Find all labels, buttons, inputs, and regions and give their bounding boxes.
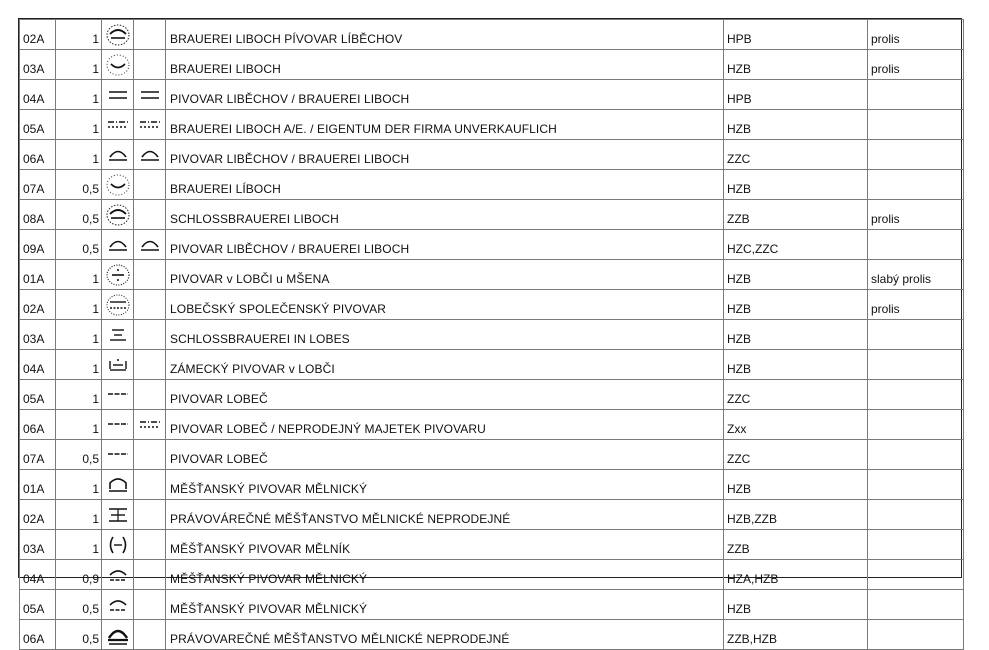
row-note: prolis (868, 290, 964, 320)
row-brewery-name: SCHLOSSBRAUEREI LIBOCH (166, 200, 724, 230)
row-note (868, 350, 964, 380)
row-type-code: ZZC (724, 140, 868, 170)
row-note: prolis (868, 50, 964, 80)
row-stamp-icon-primary (102, 260, 134, 290)
table-row (20, 20, 964, 50)
row-brewery-name: SCHLOSSBRAUEREI IN LOBES (166, 320, 724, 350)
row-stamp-icon-primary (102, 440, 134, 470)
table-row (20, 260, 964, 290)
row-brewery-name: PIVOVAR LOBEČ / NEPRODEJNÝ MAJETEK PIVOVARU (166, 410, 724, 440)
table-body (20, 20, 964, 650)
row-stamp-icon-primary (102, 290, 134, 320)
table-row (20, 500, 964, 530)
row-stamp-icon-secondary (134, 140, 166, 170)
row-quantity: 1 (56, 350, 102, 380)
row-stamp-icon-primary (102, 50, 134, 80)
row-note (868, 230, 964, 260)
row-stamp-icon-secondary (134, 170, 166, 200)
row-brewery-name: MĚŠŤANSKÝ PIVOVAR MĚLNICKÝ (166, 590, 724, 620)
stamp-oval-dotted-smile-icon (104, 173, 132, 197)
catalog-sheet (18, 18, 962, 646)
row-code: 06A (20, 140, 56, 170)
row-type-code: HZB (724, 350, 868, 380)
row-type-code: HZB (724, 470, 868, 500)
row-type-code: ZZB (724, 200, 868, 230)
row-brewery-name: PIVOVAR v LOBČI u MŠENA (166, 260, 724, 290)
row-code: 01A (20, 260, 56, 290)
row-quantity: 1 (56, 470, 102, 500)
row-stamp-icon-primary (102, 590, 134, 620)
row-code: 02A (20, 500, 56, 530)
row-quantity: 1 (56, 410, 102, 440)
row-quantity: 1 (56, 320, 102, 350)
row-stamp-icon-secondary (134, 380, 166, 410)
row-code: 06A (20, 410, 56, 440)
row-stamp-icon-secondary (134, 230, 166, 260)
row-quantity: 1 (56, 380, 102, 410)
row-code: 01A (20, 470, 56, 500)
row-note (868, 110, 964, 140)
row-stamp-icon-secondary (134, 560, 166, 590)
row-code: 03A (20, 50, 56, 80)
stamp-arc-line-icon (136, 233, 164, 257)
stamp-bracket-center-icon (104, 353, 132, 377)
stamp-arc-dash-icon (104, 593, 132, 617)
row-note (868, 380, 964, 410)
row-type-code: HPB (724, 20, 868, 50)
table-row (20, 470, 964, 500)
table-row (20, 80, 964, 110)
row-brewery-name: PIVOVAR LOBEČ (166, 380, 724, 410)
row-stamp-icon-secondary (134, 200, 166, 230)
row-stamp-icon-primary (102, 200, 134, 230)
row-stamp-icon-secondary (134, 320, 166, 350)
row-stamp-icon-primary (102, 470, 134, 500)
row-type-code: HZB (724, 320, 868, 350)
row-quantity: 0,5 (56, 440, 102, 470)
stamp-catalog-table (19, 19, 964, 650)
row-note (868, 320, 964, 350)
row-stamp-icon-primary (102, 350, 134, 380)
row-note (868, 140, 964, 170)
row-stamp-icon-primary (102, 410, 134, 440)
stamp-arc-line-icon (136, 143, 164, 167)
row-code: 06A (20, 620, 56, 650)
row-quantity: 1 (56, 20, 102, 50)
table-row (20, 110, 964, 140)
row-note (868, 560, 964, 590)
row-quantity: 1 (56, 260, 102, 290)
row-code: 03A (20, 320, 56, 350)
row-stamp-icon-secondary (134, 20, 166, 50)
row-quantity: 1 (56, 140, 102, 170)
row-stamp-icon-secondary (134, 290, 166, 320)
row-brewery-name: PIVOVAR LIBĚCHOV / BRAUEREI LIBOCH (166, 140, 724, 170)
row-stamp-icon-primary (102, 170, 134, 200)
row-note (868, 470, 964, 500)
row-note (868, 590, 964, 620)
row-stamp-icon-secondary (134, 620, 166, 650)
table-row (20, 290, 964, 320)
table-row (20, 560, 964, 590)
row-note: prolis (868, 200, 964, 230)
row-brewery-name: BRAUEREI LÍBOCH (166, 170, 724, 200)
row-brewery-name: BRAUEREI LIBOCH A/E. / EIGENTUM DER FIRMA UNVERKAUFLICH (166, 110, 724, 140)
row-quantity: 0,9 (56, 560, 102, 590)
row-quantity: 0,5 (56, 620, 102, 650)
stamp-oval-dashed-arc-icon (104, 23, 132, 47)
row-stamp-icon-primary (102, 140, 134, 170)
row-stamp-icon-primary (102, 230, 134, 260)
row-quantity: 1 (56, 80, 102, 110)
row-code: 05A (20, 380, 56, 410)
stamp-arc-dash-icon (104, 563, 132, 587)
row-type-code: ZZC (724, 380, 868, 410)
row-quantity: 1 (56, 290, 102, 320)
row-note (868, 440, 964, 470)
table-row (20, 350, 964, 380)
row-stamp-icon-secondary (134, 590, 166, 620)
row-stamp-icon-secondary (134, 80, 166, 110)
row-stamp-icon-secondary (134, 440, 166, 470)
stamp-dash-dot-lines-icon (136, 413, 164, 437)
row-stamp-icon-primary (102, 20, 134, 50)
row-stamp-icon-primary (102, 620, 134, 650)
row-brewery-name: PIVOVAR LIBĚCHOV / BRAUEREI LIBOCH (166, 80, 724, 110)
row-type-code: HZB (724, 590, 868, 620)
row-stamp-icon-secondary (134, 410, 166, 440)
table-row (20, 440, 964, 470)
row-quantity: 0,5 (56, 230, 102, 260)
row-stamp-icon-secondary (134, 260, 166, 290)
row-type-code: HZB (724, 50, 868, 80)
row-note (868, 80, 964, 110)
row-code: 07A (20, 170, 56, 200)
row-type-code: ZZB,HZB (724, 620, 868, 650)
row-type-code: Zxx (724, 410, 868, 440)
stamp-bars-icon (104, 503, 132, 527)
row-code: 02A (20, 20, 56, 50)
row-code: 09A (20, 230, 56, 260)
row-stamp-icon-primary (102, 80, 134, 110)
row-brewery-name: PIVOVAR LIBĚCHOV / BRAUEREI LIBOCH (166, 230, 724, 260)
row-stamp-icon-secondary (134, 530, 166, 560)
row-code: 08A (20, 200, 56, 230)
row-quantity: 0,5 (56, 590, 102, 620)
stamp-dash-dot-lines-icon (136, 113, 164, 137)
table-row (20, 380, 964, 410)
row-note (868, 530, 964, 560)
row-stamp-icon-primary (102, 500, 134, 530)
table-row (20, 620, 964, 650)
stamp-dash-center-icon (104, 323, 132, 347)
stamp-oval-dotted-center-icon (104, 263, 132, 287)
stamp-parens-icon (104, 533, 132, 557)
row-brewery-name: PRÁVOVAREČNÉ MĚŠŤANSTVO MĚLNICKÉ NEPRODEJNÉ (166, 620, 724, 650)
stamp-double-line-icon (136, 83, 164, 107)
row-note (868, 170, 964, 200)
row-brewery-name: LOBEČSKÝ SPOLEČENSKÝ PIVOVAR (166, 290, 724, 320)
row-stamp-icon-secondary (134, 50, 166, 80)
row-quantity: 0,5 (56, 200, 102, 230)
table-row (20, 170, 964, 200)
stamp-oval-dotted-smile-icon (104, 53, 132, 77)
row-brewery-name: MĚŠŤANSKÝ PIVOVAR MĚLNICKÝ (166, 560, 724, 590)
row-note (868, 410, 964, 440)
table-row (20, 530, 964, 560)
stamp-oval-dotted-lines-icon (104, 293, 132, 317)
row-brewery-name: BRAUEREI LIBOCH PÍVOVAR LÍBĚCHOV (166, 20, 724, 50)
row-stamp-icon-primary (102, 380, 134, 410)
table-row (20, 200, 964, 230)
row-stamp-icon-secondary (134, 110, 166, 140)
row-code: 05A (20, 110, 56, 140)
table-row (20, 410, 964, 440)
table-row (20, 320, 964, 350)
row-code: 02A (20, 290, 56, 320)
row-quantity: 1 (56, 50, 102, 80)
row-type-code: HZB (724, 110, 868, 140)
row-code: 03A (20, 530, 56, 560)
stamp-oval-dashed-arc-icon (104, 203, 132, 227)
table-row (20, 230, 964, 260)
row-note: prolis (868, 20, 964, 50)
row-type-code: HZB (724, 170, 868, 200)
stamp-single-line-icon (104, 413, 132, 437)
row-code: 05A (20, 590, 56, 620)
row-quantity: 0,5 (56, 170, 102, 200)
row-type-code: HPB (724, 80, 868, 110)
row-stamp-icon-primary (102, 560, 134, 590)
row-note: slabý prolis (868, 260, 964, 290)
stamp-arc-bracket-icon (104, 473, 132, 497)
row-code: 04A (20, 560, 56, 590)
table-row (20, 140, 964, 170)
row-type-code: ZZB (724, 530, 868, 560)
row-stamp-icon-secondary (134, 470, 166, 500)
row-brewery-name: PRÁVOVÁREČNÉ MĚŠŤANSTVO MĚLNICKÉ NEPRODEJNÉ (166, 500, 724, 530)
row-type-code: HZB (724, 290, 868, 320)
row-brewery-name: MĚŠŤANSKÝ PIVOVAR MĚLNICKÝ (166, 470, 724, 500)
row-stamp-icon-secondary (134, 350, 166, 380)
row-type-code: HZC,ZZC (724, 230, 868, 260)
stamp-arc-line-icon (104, 233, 132, 257)
row-brewery-name: ZÁMECKÝ PIVOVAR v LOBČI (166, 350, 724, 380)
row-stamp-icon-secondary (134, 500, 166, 530)
row-stamp-icon-primary (102, 530, 134, 560)
stamp-single-line-icon (104, 443, 132, 467)
stamp-arc-line-icon (104, 143, 132, 167)
row-type-code: HZA,HZB (724, 560, 868, 590)
row-brewery-name: PIVOVAR LOBEČ (166, 440, 724, 470)
row-note (868, 620, 964, 650)
row-stamp-icon-primary (102, 110, 134, 140)
row-quantity: 1 (56, 500, 102, 530)
row-quantity: 1 (56, 530, 102, 560)
row-type-code: HZB,ZZB (724, 500, 868, 530)
row-code: 04A (20, 350, 56, 380)
row-stamp-icon-primary (102, 320, 134, 350)
row-brewery-name: MĚŠŤANSKÝ PIVOVAR MĚLNÍK (166, 530, 724, 560)
table-row (20, 590, 964, 620)
row-type-code: ZZC (724, 440, 868, 470)
row-quantity: 1 (56, 110, 102, 140)
row-type-code: HZB (724, 260, 868, 290)
row-code: 07A (20, 440, 56, 470)
stamp-bold-oval-icon (104, 623, 132, 647)
row-code: 04A (20, 80, 56, 110)
stamp-dash-dot-lines-icon (104, 113, 132, 137)
stamp-single-line-icon (104, 383, 132, 407)
row-brewery-name: BRAUEREI LIBOCH (166, 50, 724, 80)
stamp-double-line-icon (104, 83, 132, 107)
table-row (20, 50, 964, 80)
row-note (868, 500, 964, 530)
